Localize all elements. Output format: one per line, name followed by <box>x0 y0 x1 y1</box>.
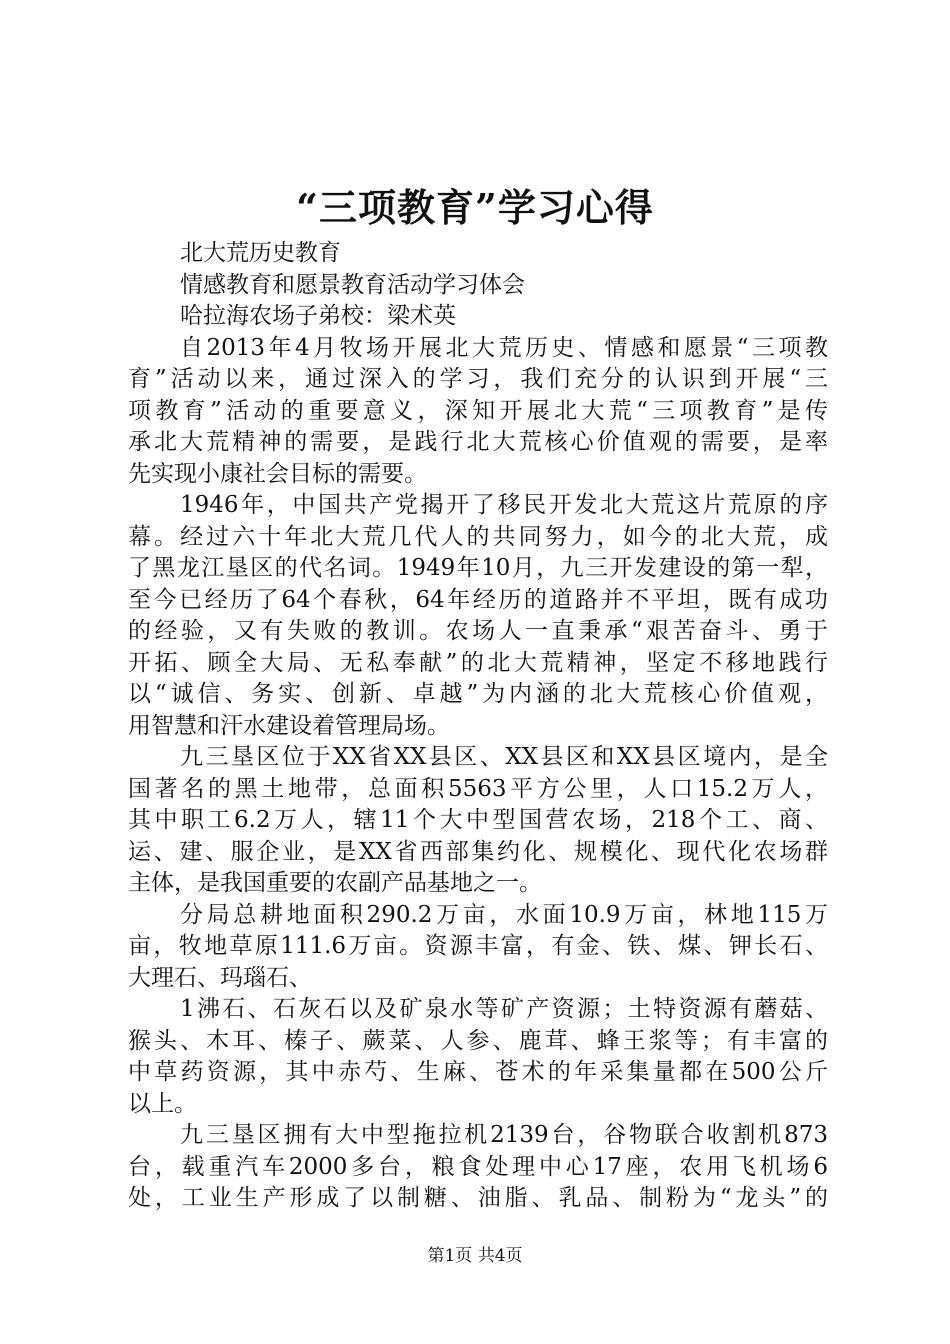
paragraph-line: 1946年，中国共产党揭开了移民开发北大荒这片荒原的序 <box>180 492 828 518</box>
paragraph-line: 运、建、服企业，是XX省西部集约化、规模化、现代化农场群 <box>128 838 828 865</box>
paragraph-line: 先实现小康社会目标的需要。 <box>128 460 427 487</box>
paragraph-line: 国著名的黑土地带，总面积5563平方公里，人口15.2万人， <box>128 775 828 802</box>
paragraph-line: 主体，是我国重要的农副产品基地之一。 <box>128 870 542 896</box>
paragraph-line: 猴头、木耳、榛子、蕨菜、人参、鹿茸、蜂王浆等；有丰富的 <box>128 1027 828 1054</box>
document-body <box>128 238 828 1215</box>
paragraph-line: 台，载重汽车2000多台，粮食处理中心17座，农用飞机场6 <box>128 1153 828 1180</box>
author-line: 哈拉海农场子弟校：梁术英 <box>180 303 456 329</box>
document-title: “三项教育”学习心得 <box>296 185 654 230</box>
paragraph-line: 开拓、顾全大局、无私奉献”的北大荒精神，坚定不移地践行 <box>128 649 828 676</box>
paragraph-line: 亩，牧地草原111.6万亩。资源丰富，有金、铁、煤、钾长石、 <box>128 933 828 959</box>
paragraph-line: 分局总耕地面积290.2万亩，水面10.9万亩，林地115万 <box>180 901 828 928</box>
paragraph-line: 幕。经过六十年北大荒几代人的共同努力，如今的北大荒，成 <box>128 523 828 550</box>
paragraph-line: 了黑龙江垦区的代名词。1949年10月，九三开发建设的第一犁， <box>128 555 828 581</box>
paragraph-line: 育”活动以来，通过深入的学习，我们充分的认识到开展“三 <box>128 366 828 392</box>
paragraph-line: 用智慧和汗水建设着管理局场。 <box>128 712 450 739</box>
paragraph-line: 自2013年4月牧场开展北大荒历史、情感和愿景“三项教 <box>180 334 828 361</box>
page-number-footer: 第1页 共4页 <box>427 1246 523 1266</box>
subtitle-line: 情感教育和愿景教育活动学习体会 <box>180 271 525 298</box>
paragraph-line: 项教育”活动的重要意义，深知开展北大荒“三项教育”是传 <box>128 397 828 424</box>
paragraph-line: 承北大荒精神的需要，是践行北大荒核心价值观的需要，是率 <box>128 429 828 455</box>
paragraph-line: 以上。 <box>128 1090 197 1117</box>
paragraph-line: 其中职工6.2万人，辖11个大中型国营农场，218个工、商、 <box>128 807 828 833</box>
paragraph-line: 九三垦区位于XX省XX县区、XX县区和XX县区境内，是全 <box>180 744 828 770</box>
subtitle-line: 北大荒历史教育 <box>180 240 341 266</box>
paragraph-line: 大理石、玛瑙石、 <box>128 964 312 991</box>
paragraph-line: 中草药资源，其中赤芍、生麻、苍术的年采集量都在500公斤 <box>128 1059 828 1085</box>
paragraph-line: 的经验，又有失败的教训。农场人一直秉承“艰苦奋斗、勇于 <box>128 618 828 644</box>
paragraph-line: 1沸石、石灰石以及矿泉水等矿产资源；土特资源有蘑菇、 <box>180 996 828 1022</box>
paragraph-line: 至今已经历了64个春秋，64年经历的道路并不平坦，既有成功 <box>128 586 828 613</box>
paragraph-line: 以“诚信、务实、创新、卓越”为内涵的北大荒核心价值观， <box>128 681 828 707</box>
paragraph-line: 九三垦区拥有大中型拖拉机2139台，谷物联合收割机873 <box>180 1122 828 1148</box>
paragraph-line: 处，工业生产形成了以制糖、油脂、乳品、制粉为“龙头”的 <box>128 1185 828 1211</box>
